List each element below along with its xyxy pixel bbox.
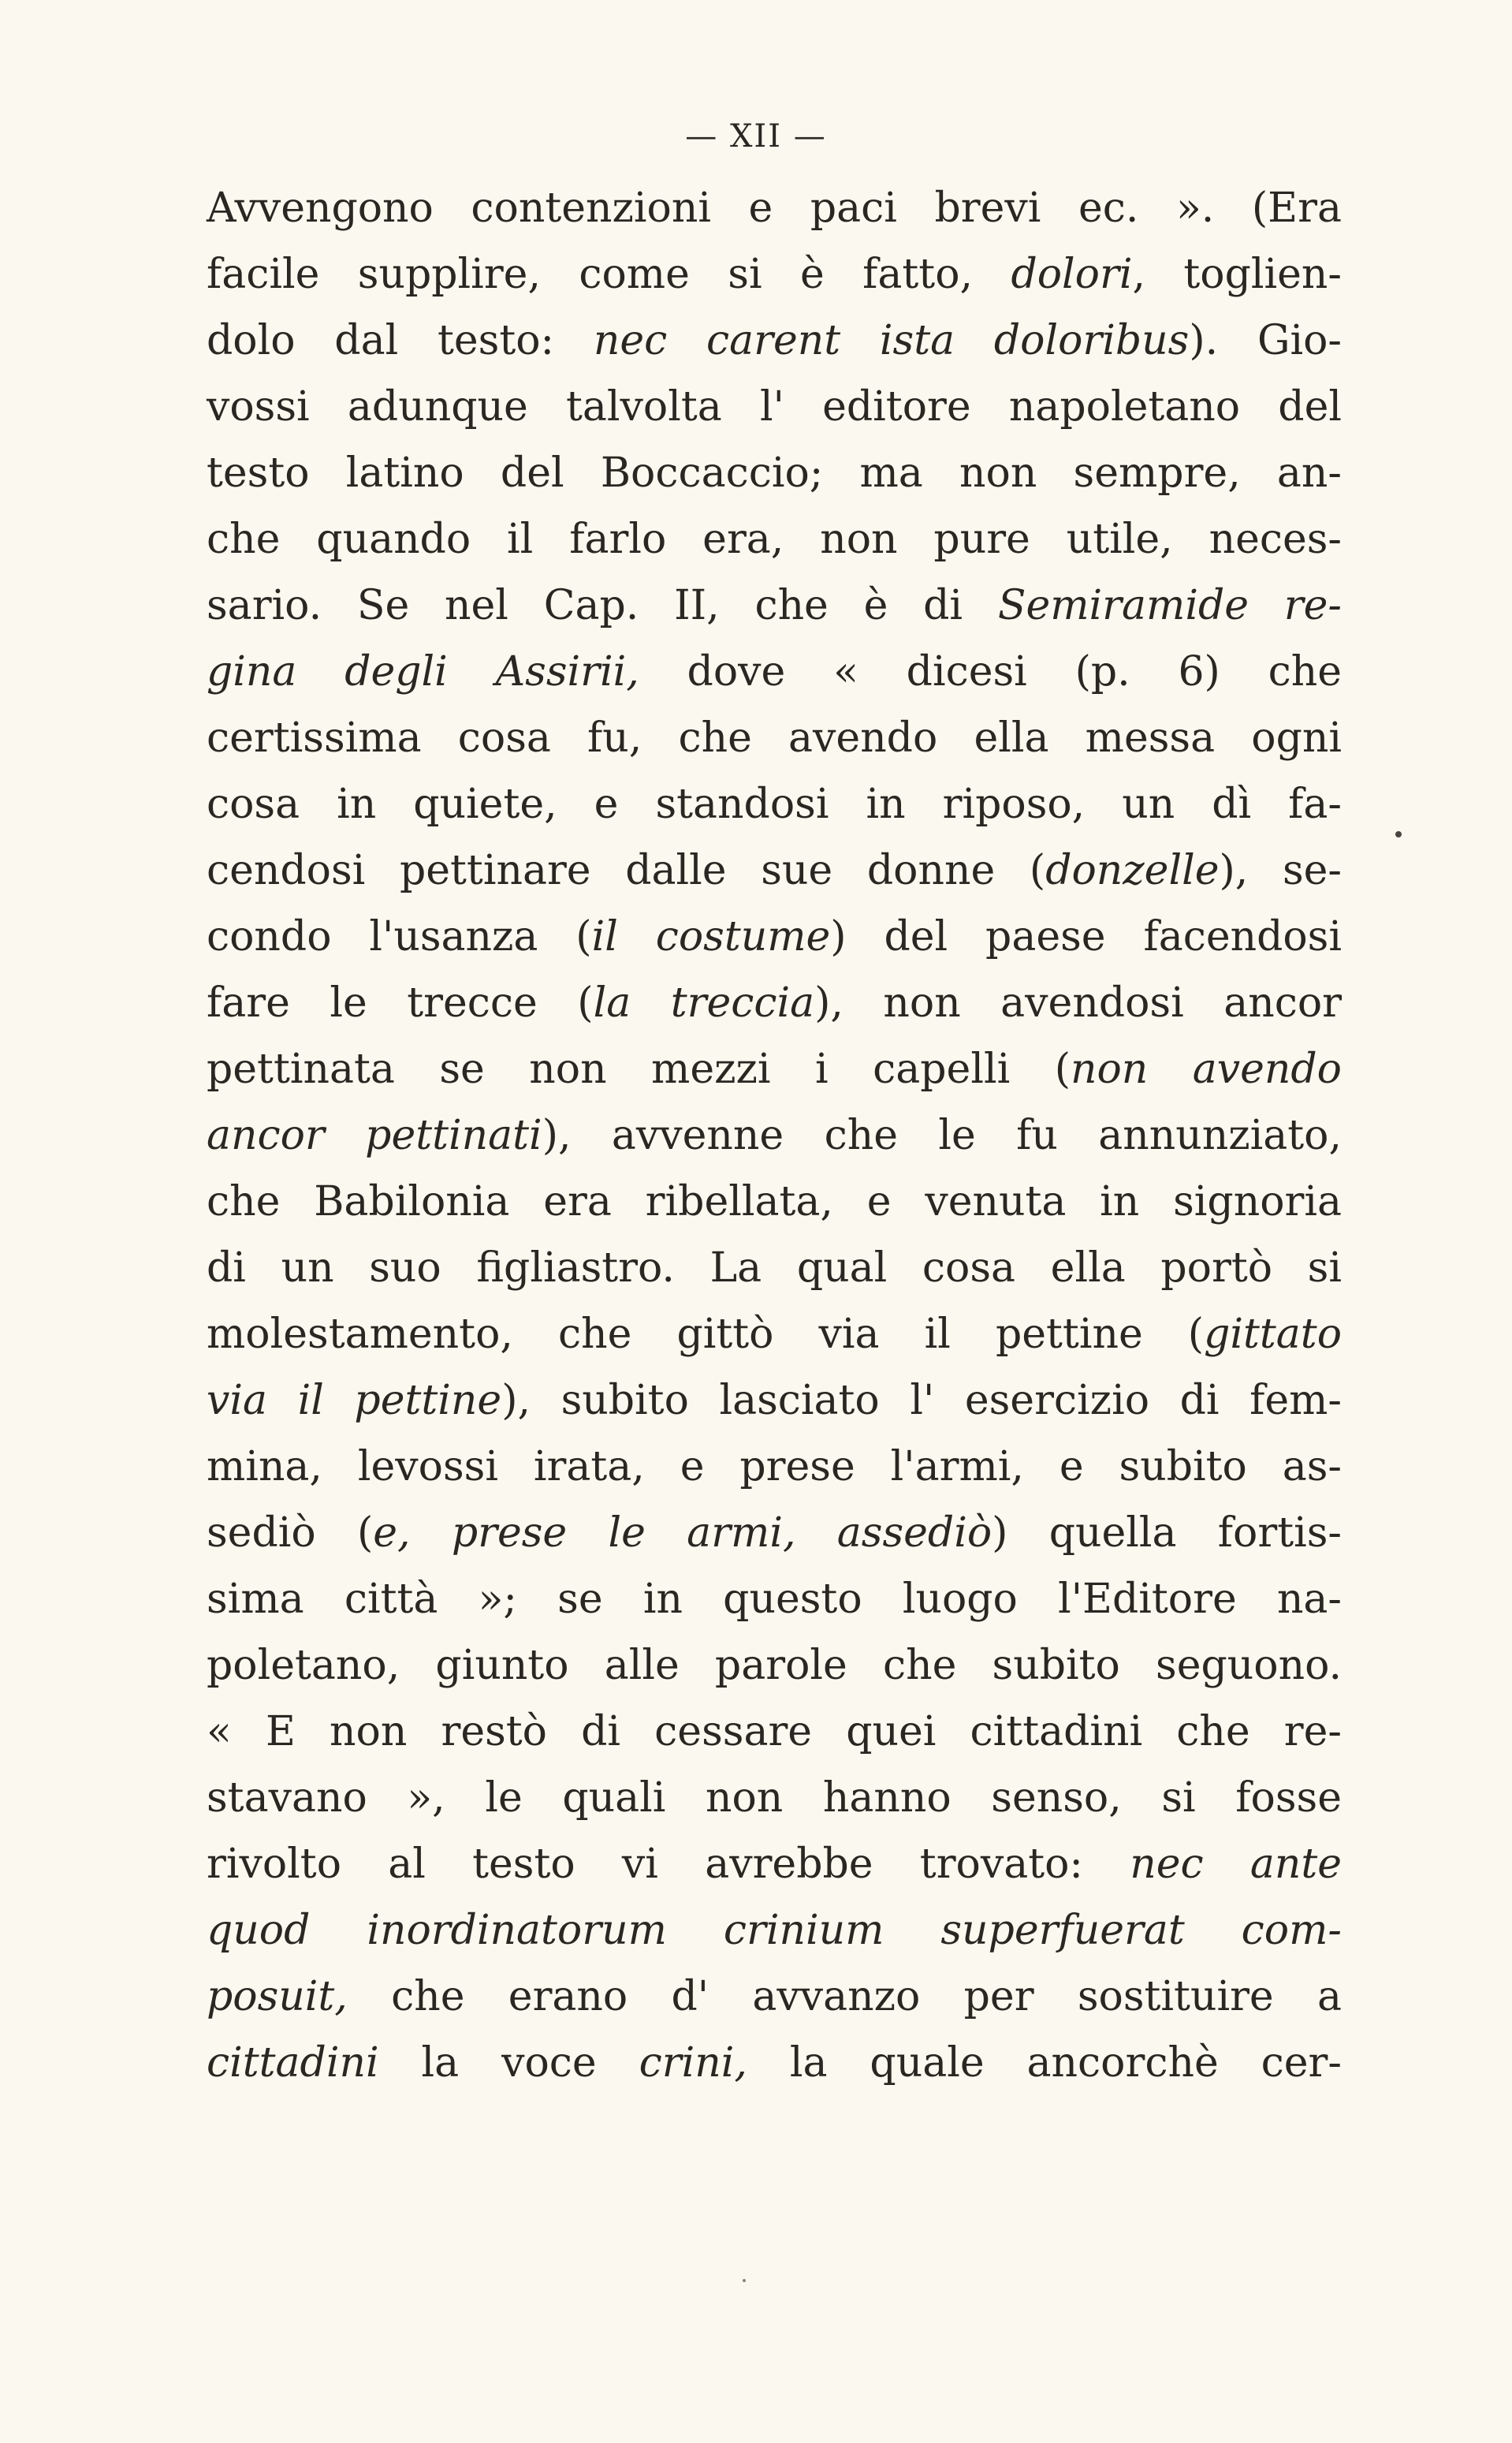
text-segment: di un suo figliastro. La qual cosa ella portò si (207, 1244, 1342, 1292)
text-segment: ), subito lasciato l' esercizio di fem- (501, 1377, 1342, 1424)
text-segment: che quando il farlo era, non pure utile, neces- (207, 516, 1342, 563)
text-line (207, 1102, 1342, 1169)
text-line (207, 1235, 1342, 1301)
text-segment: rivolto al testo vi avrebbe trovato: (207, 1841, 1130, 1888)
text-segment: la voce (378, 2039, 639, 2087)
text-line (207, 374, 1342, 440)
text-line (207, 639, 1342, 705)
text-segment: ) quella fortis- (992, 1509, 1343, 1557)
text-segment: molestamento, che gittò via il pettine ( (207, 1311, 1205, 1358)
text-line (207, 1765, 1342, 1831)
text-line (207, 970, 1342, 1036)
text-segment: fare le trecce ( (207, 979, 594, 1027)
text-segment: stavano », le quali non hanno senso, si fosse (207, 1774, 1342, 1822)
italic-text: quod inordinatorum crinium superfuerat com- (207, 1907, 1342, 1954)
italic-text: nec carent ista doloribus (593, 317, 1190, 364)
text-segment: ) del paese facendosi (830, 913, 1342, 960)
text-segment: la quale ancorchè cer- (747, 2039, 1342, 2087)
page-number: — XII — (685, 118, 827, 155)
text-line (207, 1699, 1342, 1765)
text-line (207, 771, 1342, 837)
text-segment: facile supplire, come si è fatto, (207, 251, 1011, 298)
italic-text: nec ante (1130, 1841, 1342, 1888)
text-segment: Avvengono contenzioni e paci brevi ec. ». (Era (207, 185, 1342, 232)
italic-text: dolori (1011, 251, 1133, 298)
italic-text: Semiramide re- (997, 582, 1342, 629)
text-segment: testo latino del Boccaccio; ma non sempre, an- (207, 449, 1342, 497)
text-segment: ). Gio- (1189, 317, 1342, 364)
text-line (207, 1566, 1342, 1632)
text-line (207, 1434, 1342, 1500)
text-segment: cosa in quiete, e standosi in riposo, un dì fa- (207, 781, 1342, 828)
text-segment: dove « dicesi (p. 6) che (639, 648, 1342, 696)
text-segment: ), se- (1219, 847, 1343, 894)
text-line (207, 1964, 1342, 2030)
text-segment: , toglien- (1132, 251, 1342, 298)
text-segment: ), avvenne che le fu annunziato, (542, 1112, 1343, 1159)
text-line (207, 506, 1342, 573)
text-segment: poletano, giunto alle parole che subito seguono. (207, 1642, 1342, 1689)
italic-text: cittadini (207, 2039, 379, 2087)
text-segment: mina, levossi irata, e prese l'armi, e subito as- (207, 1443, 1342, 1490)
text-line (207, 837, 1342, 904)
text-segment: dolo dal testo: (207, 317, 594, 364)
italic-text: gina degli Assirii, (207, 648, 639, 696)
ink-speck (1395, 831, 1402, 837)
text-segment: vossi adunque talvolta l' editore napoletano del (207, 383, 1342, 431)
text-line (207, 573, 1342, 639)
italic-text: e, prese le armi, assediò (373, 1509, 992, 1557)
text-segment: ), non avendosi ancor (814, 979, 1342, 1027)
body-text (207, 175, 1342, 2096)
text-segment: condo l'usanza ( (207, 913, 592, 960)
text-line (207, 1169, 1342, 1235)
text-segment: « E non restò di cessare quei cittadini che re- (207, 1708, 1342, 1755)
text-segment: sediò ( (207, 1509, 374, 1557)
italic-text: non avendo (1070, 1046, 1342, 1093)
text-line (207, 1367, 1342, 1434)
text-line (207, 1632, 1342, 1699)
text-line (207, 241, 1342, 308)
italic-text: posuit, (207, 1973, 348, 2020)
text-segment: sima città »; se in questo luogo l'Editore na- (207, 1576, 1342, 1623)
ink-speck (743, 2279, 746, 2282)
text-line (207, 705, 1342, 771)
text-line (207, 1301, 1342, 1367)
text-line (207, 308, 1342, 374)
text-line (207, 1897, 1342, 1964)
text-line (207, 1500, 1342, 1566)
text-segment: sario. Se nel Cap. II, che è di (207, 582, 998, 629)
text-line (207, 175, 1342, 241)
italic-text: ancor pettinati (207, 1112, 542, 1159)
text-line (207, 440, 1342, 506)
italic-text: via il pettine (207, 1377, 502, 1424)
text-segment: cendosi pettinare dalle sue donne ( (207, 847, 1046, 894)
text-line (207, 904, 1342, 970)
text-segment: che erano d' avvanzo per sostituire a (347, 1973, 1342, 2020)
text-line (207, 1036, 1342, 1102)
text-line (207, 2030, 1342, 2096)
italic-text: donzelle (1045, 847, 1220, 894)
italic-text: crini, (639, 2039, 747, 2087)
text-segment: certissima cosa fu, che avendo ella messa ogni (207, 714, 1342, 762)
text-segment: pettinata se non mezzi i capelli ( (207, 1046, 1071, 1093)
italic-text: la treccia (593, 979, 815, 1027)
italic-text: gittato (1204, 1311, 1342, 1358)
text-segment: che Babilonia era ribellata, e venuta in signoria (207, 1178, 1342, 1225)
italic-text: il costume (591, 913, 831, 960)
text-line (207, 1831, 1342, 1897)
